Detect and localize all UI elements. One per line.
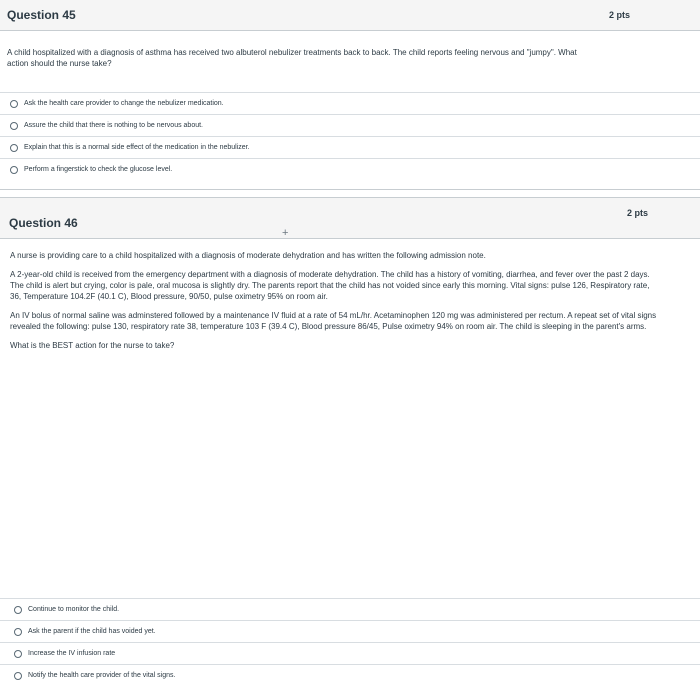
radio-button[interactable]	[10, 122, 18, 130]
question-45-answer-1[interactable]	[0, 92, 700, 114]
radio-button[interactable]	[14, 606, 22, 614]
question-45-answer-2[interactable]	[0, 114, 700, 136]
question-46-answers	[0, 598, 700, 686]
question-45-answer-4[interactable]	[0, 158, 700, 180]
question-45-card	[0, 0, 700, 190]
radio-button[interactable]	[14, 650, 22, 658]
question-45-title: Question 45	[7, 8, 76, 22]
question-45-prompt-line1: A child hospitalized with a diagnosis of asthma has received two albuterol nebulizer treatments back to back. The child reports feeling nervous and "jumpy". What	[7, 48, 577, 57]
answer-label: Continue to monitor the child.	[28, 606, 120, 613]
question-46-answer-1[interactable]	[0, 598, 700, 620]
radio-button[interactable]	[10, 100, 18, 108]
answer-label: Ask the parent if the child has voided yet.	[28, 628, 156, 635]
question-46-followup-note: An IV bolus of normal saline was adminstered followed by a maintenance IV fluid at a rate of 54 mL/hr. Acetaminophen 120 mg was administered per rectum. A repeat set of vital signs revealed the following: pulse 130, respiratory rate 38, temperature 103 F (39.4 C), Blood pressure 86/45, Pulse oximetry 94% on room air. The child is sleeping in the parent's arms.	[10, 311, 657, 331]
radio-button[interactable]	[14, 672, 22, 680]
answer-label: Perform a fingerstick to check the glucose level.	[24, 166, 173, 173]
answer-label: Explain that this is a normal side effect of the medication in the nebulizer.	[24, 144, 250, 151]
question-45-points: 2 pts	[608, 10, 630, 20]
answer-label: Ask the health care provider to change the nebulizer medication.	[24, 100, 224, 107]
question-46-answer-4[interactable]	[0, 664, 700, 686]
question-46-admission-note: A 2-year-old child is received from the emergency department with a diagnosis of moderate dehydration. The child has a history of vomiting, diarrhea, and fever over the past 2 days. The child is alert but crying, color is pale, oral mucosa is slightly dry. The parents report that the child has not voided since early this morning. Vital signs: pulse 126, Respiratory rate, 36, Temperature 104.2F (40.1 C), Blood pressure, 90/50, pulse oximetry 95% on room air.	[10, 270, 650, 301]
question-46-header	[0, 198, 700, 239]
radio-button[interactable]	[10, 144, 18, 152]
answer-label: Notify the health care provider of the vital signs.	[28, 672, 176, 679]
question-46-question: What is the BEST action for the nurse to take?	[10, 341, 175, 350]
question-45-header	[0, 0, 700, 31]
answer-label: Increase the IV infusion rate	[28, 650, 116, 657]
question-46-intro: A nurse is providing care to a child hospitalized with a diagnosis of moderate dehydration and has written the following admission note.	[10, 251, 486, 260]
crosshair-cursor-icon: +	[282, 227, 289, 239]
radio-button[interactable]	[14, 628, 22, 636]
question-46-card	[0, 197, 700, 679]
question-46-points: 2 pts	[626, 208, 648, 218]
question-46-prompt	[10, 250, 660, 359]
question-45-prompt	[7, 47, 627, 69]
question-45-prompt-line2: action should the nurse take?	[7, 59, 112, 68]
question-45-answer-3[interactable]	[0, 136, 700, 158]
question-46-answer-3[interactable]	[0, 642, 700, 664]
radio-button[interactable]	[10, 166, 18, 174]
question-46-answer-2[interactable]	[0, 620, 700, 642]
answer-label: Assure the child that there is nothing to be nervous about.	[24, 122, 204, 129]
question-45-answers	[0, 92, 700, 180]
question-46-title: Question 46	[9, 216, 78, 230]
